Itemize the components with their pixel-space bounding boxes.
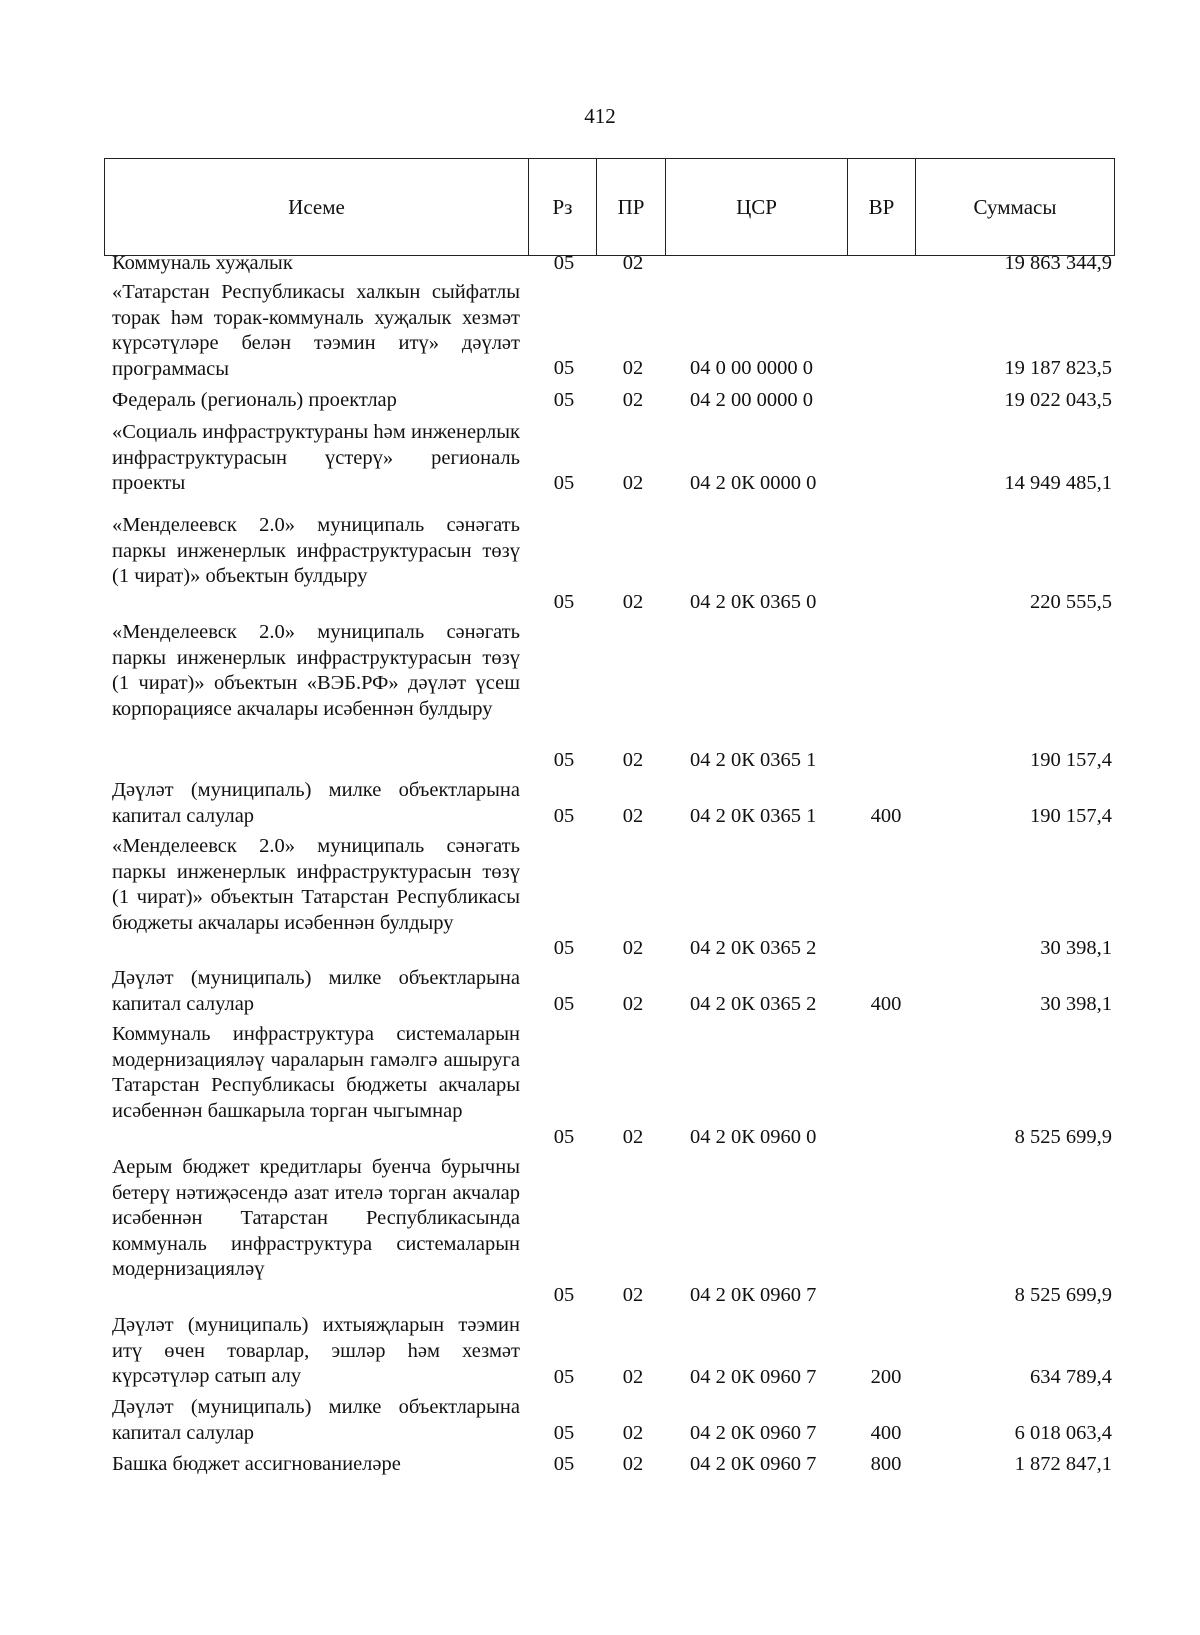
row-csr: 04 2 0К 0365 2 xyxy=(690,993,817,1015)
row-sum: 8 525 699,9 xyxy=(1014,1284,1112,1306)
header-pr: ПР xyxy=(597,159,666,255)
row-sum: 30 398,1 xyxy=(1040,993,1112,1015)
row-csr: 04 0 00 0000 0 xyxy=(690,357,813,379)
row-name: Федераль (региональ) проектлар xyxy=(112,389,397,411)
row-sum: 190 157,4 xyxy=(1030,805,1112,827)
page-number: 412 xyxy=(584,104,616,128)
row-csr: 04 2 0К 0960 7 xyxy=(690,1422,817,1444)
row-csr: 04 2 0К 0365 1 xyxy=(690,749,817,771)
header-sum: Суммасы xyxy=(973,194,1057,219)
row-sum: 1 872 847,1 xyxy=(1014,1453,1112,1475)
row-name: Дәүләт (муниципаль) милке объектларына капитал салулар xyxy=(112,967,520,1015)
row-name: Аерым бюджет кредитлары буенча бурычны бетерү нәтиҗәсендә азат ителә торган акчалар исәбеннән Татарстан Республикасында коммуналь инфраструктура системаларын модернизацияләү xyxy=(112,1156,520,1281)
row-name: «Менделеевск 2.0» муниципаль сәнәгать паркы инженерлык инфраструктурасын төзү (1 чират)» объектын булдыру xyxy=(112,514,520,588)
row-csr: 04 2 0К 0000 0 xyxy=(690,472,817,494)
row-sum: 19 022 043,5 xyxy=(1004,389,1112,411)
row-csr: 04 2 0К 0960 7 xyxy=(690,1284,817,1306)
row-name: «Татарстан Республикасы халкын сыйфатлы торак һәм торак-коммуналь хуҗалык хезмәт күрсәтүләре белән тәэмин итү» дәүләт программасы xyxy=(112,281,520,380)
row-csr: 04 2 0К 0960 7 xyxy=(690,1453,817,1475)
header-csr: ЦСР xyxy=(666,159,848,255)
row-name: «Менделеевск 2.0» муниципаль сәнәгать паркы инженерлык инфраструктурасын төзү (1 чират)» объектын Татарстан Республикасы бюджеты акчалары исәбеннән булдыру xyxy=(112,835,520,934)
row-sum: 8 525 699,9 xyxy=(1014,1126,1112,1148)
row-sum: 220 555,5 xyxy=(1030,591,1112,613)
row-csr: 04 2 0К 0365 1 xyxy=(690,805,817,827)
row-csr: 04 2 0К 0365 2 xyxy=(690,937,817,959)
row-sum: 6 018 063,4 xyxy=(1014,1422,1112,1444)
row-csr: 04 2 0К 0960 7 xyxy=(690,1366,817,1388)
row-sum: 19 863 344,9 xyxy=(1004,252,1112,274)
header-vr: ВР xyxy=(848,159,916,255)
row-name: «Социаль инфраструктураны һәм инженерлык инфраструктурасын үстерү» региональ проекты xyxy=(112,421,520,495)
row-name: «Менделеевск 2.0» муниципаль сәнәгать паркы инженерлык инфраструктурасын төзү (1 чират)» объектын «ВЭБ.РФ» дәүләт үсеш корпорациясе акчалары исәбеннән булдыру xyxy=(112,621,520,720)
row-name: Башка бюджет ассигнованиеләре xyxy=(112,1453,401,1475)
row-name: Дәүләт (муниципаль) милке объектларына капитал салулар xyxy=(112,1396,520,1444)
row-sum: 19 187 823,5 xyxy=(1004,357,1112,379)
row-sum: 30 398,1 xyxy=(1040,937,1112,959)
row-name: Коммуналь инфраструктура системаларын модернизацияләү чараларын гамәлгә ашыруга Татарстан Республикасы бюджеты акчалары исәбеннән башкарыла торган чыгымнар xyxy=(112,1023,520,1122)
row-name: Дәүләт (муниципаль) ихтыяҗларын тәэмин итү өчен товарлар, эшләр һәм хезмәт күрсәтүләр сатып алу xyxy=(112,1314,520,1388)
row-sum: 14 949 485,1 xyxy=(1004,472,1112,494)
header-name: Исеме xyxy=(105,159,529,255)
header-rz: Рз xyxy=(529,159,597,255)
row-csr: 04 2 0К 0960 0 xyxy=(690,1126,817,1148)
row-sum: 634 789,4 xyxy=(1030,1366,1112,1388)
row-sum: 190 157,4 xyxy=(1030,749,1112,771)
table-header xyxy=(104,158,1115,256)
table-row: Коммуналь хуҗалык 05 02 19 863 344,9 xyxy=(0,256,1200,286)
row-name: Дәүләт (муниципаль) милке объектларына капитал салулар xyxy=(112,779,520,827)
row-name: Коммуналь хуҗалык xyxy=(112,252,293,274)
row-csr: 04 2 00 0000 0 xyxy=(690,389,813,411)
row-csr: 04 2 0К 0365 0 xyxy=(690,591,817,613)
